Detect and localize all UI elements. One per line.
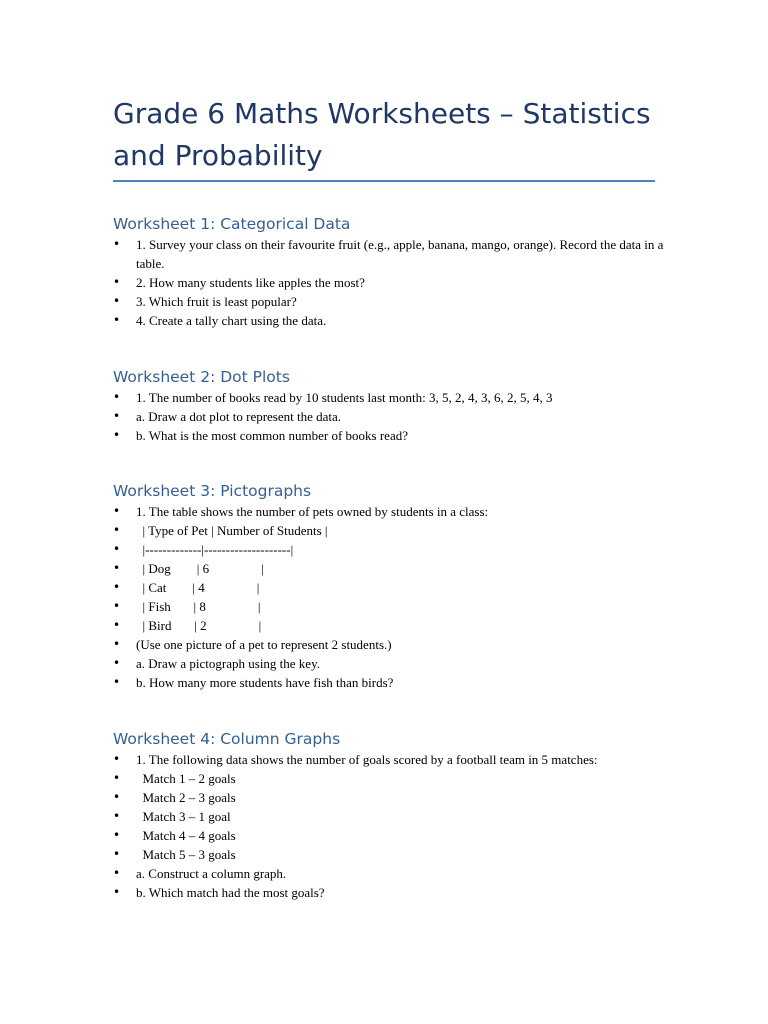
page-title: Grade 6 Maths Worksheets – Statistics and Probability [113, 97, 651, 172]
bullet-icon: • [113, 428, 121, 442]
list-item [113, 654, 673, 673]
list-item [113, 883, 673, 902]
bullet-icon: • [113, 523, 121, 537]
worksheet-1-section [113, 213, 673, 330]
list-item-text: Match 4 – 4 goals [136, 828, 236, 843]
bullet-icon: • [113, 637, 121, 651]
list-item-text: b. What is the most common number of books read? [136, 428, 408, 443]
list-item [113, 616, 673, 635]
list-item-text: |-------------|--------------------| [136, 542, 294, 557]
list-item-text: Match 5 – 3 goals [136, 847, 236, 862]
bullet-icon: • [113, 504, 121, 518]
title-underline [113, 180, 655, 182]
bullet-icon: • [113, 542, 121, 556]
list-item [113, 845, 673, 864]
bullet-icon: • [113, 828, 121, 842]
list-item-text: | Dog | 6 | [136, 561, 264, 576]
list-item-text: (Use one picture of a pet to represent 2 students.) [136, 637, 392, 652]
worksheet-4-section [113, 728, 673, 902]
bullet-icon: • [113, 390, 121, 404]
list-item-text: 1. The number of books read by 10 students last month: 3, 5, 2, 4, 3, 6, 2, 5, 4, 3 [136, 390, 553, 405]
list-item [113, 502, 673, 521]
list-item [113, 521, 673, 540]
list-item [113, 311, 673, 330]
list-item [113, 673, 673, 692]
list-item-text: | Type of Pet | Number of Students | [136, 523, 328, 538]
item-list [113, 502, 673, 692]
list-item [113, 426, 673, 445]
item-list [113, 235, 673, 330]
list-item-text: Match 2 – 3 goals [136, 790, 236, 805]
bullet-icon: • [113, 847, 121, 861]
bullet-icon: • [113, 599, 121, 613]
worksheet-2-section [113, 366, 673, 445]
bullet-icon: • [113, 313, 121, 327]
bullet-icon: • [113, 809, 121, 823]
section-heading: Worksheet 4: Column Graphs [113, 730, 341, 748]
list-item [113, 578, 673, 597]
list-item-text: 1. Survey your class on their favourite fruit (e.g., apple, banana, mango, orange). Record the data in a table. [136, 237, 667, 271]
bullet-icon: • [113, 294, 121, 308]
item-list [113, 388, 673, 445]
list-item [113, 750, 673, 769]
list-item-text: Match 3 – 1 goal [136, 809, 231, 824]
list-item [113, 235, 673, 273]
list-item [113, 864, 673, 883]
list-item-text: | Bird | 2 | [136, 618, 262, 633]
list-item-text: | Cat | 4 | [136, 580, 260, 595]
list-item-text: a. Draw a dot plot to represent the data. [136, 409, 342, 424]
bullet-icon: • [113, 675, 121, 689]
list-item [113, 540, 673, 559]
bullet-icon: • [113, 275, 121, 289]
bullet-icon: • [113, 752, 121, 766]
list-item [113, 826, 673, 845]
list-item [113, 635, 673, 654]
bullet-icon: • [113, 618, 121, 632]
bullet-icon: • [113, 790, 121, 804]
bullet-icon: • [113, 561, 121, 575]
list-item-text: a. Draw a pictograph using the key. [136, 656, 320, 671]
list-item-text: | Fish | 8 | [136, 599, 261, 614]
list-item [113, 388, 673, 407]
list-item-text: 1. The following data shows the number of goals scored by a football team in 5 matches: [136, 752, 598, 767]
list-item-text: a. Construct a column graph. [136, 866, 287, 881]
section-heading: Worksheet 1: Categorical Data [113, 215, 351, 233]
list-item [113, 788, 673, 807]
list-item-text: 2. How many students like apples the most? [136, 275, 365, 290]
bullet-icon: • [113, 237, 121, 251]
list-item-text: b. How many more students have fish than birds? [136, 675, 394, 690]
bullet-icon: • [113, 656, 121, 670]
bullet-icon: • [113, 885, 121, 899]
list-item-text: Match 1 – 2 goals [136, 771, 236, 786]
list-item [113, 292, 673, 311]
list-item [113, 407, 673, 426]
list-item-text: 4. Create a tally chart using the data. [136, 313, 327, 328]
list-item-text: b. Which match had the most goals? [136, 885, 325, 900]
bullet-icon: • [113, 580, 121, 594]
list-item [113, 597, 673, 616]
bullet-icon: • [113, 771, 121, 785]
bullet-icon: • [113, 409, 121, 423]
list-item [113, 807, 673, 826]
section-heading: Worksheet 3: Pictographs [113, 482, 312, 500]
worksheet-3-section [113, 480, 673, 692]
list-item [113, 559, 673, 578]
bullet-icon: • [113, 866, 121, 880]
item-list [113, 750, 673, 902]
list-item [113, 273, 673, 292]
list-item-text: 1. The table shows the number of pets owned by students in a class: [136, 504, 489, 519]
list-item [113, 769, 673, 788]
list-item-text: 3. Which fruit is least popular? [136, 294, 297, 309]
section-heading: Worksheet 2: Dot Plots [113, 368, 290, 386]
